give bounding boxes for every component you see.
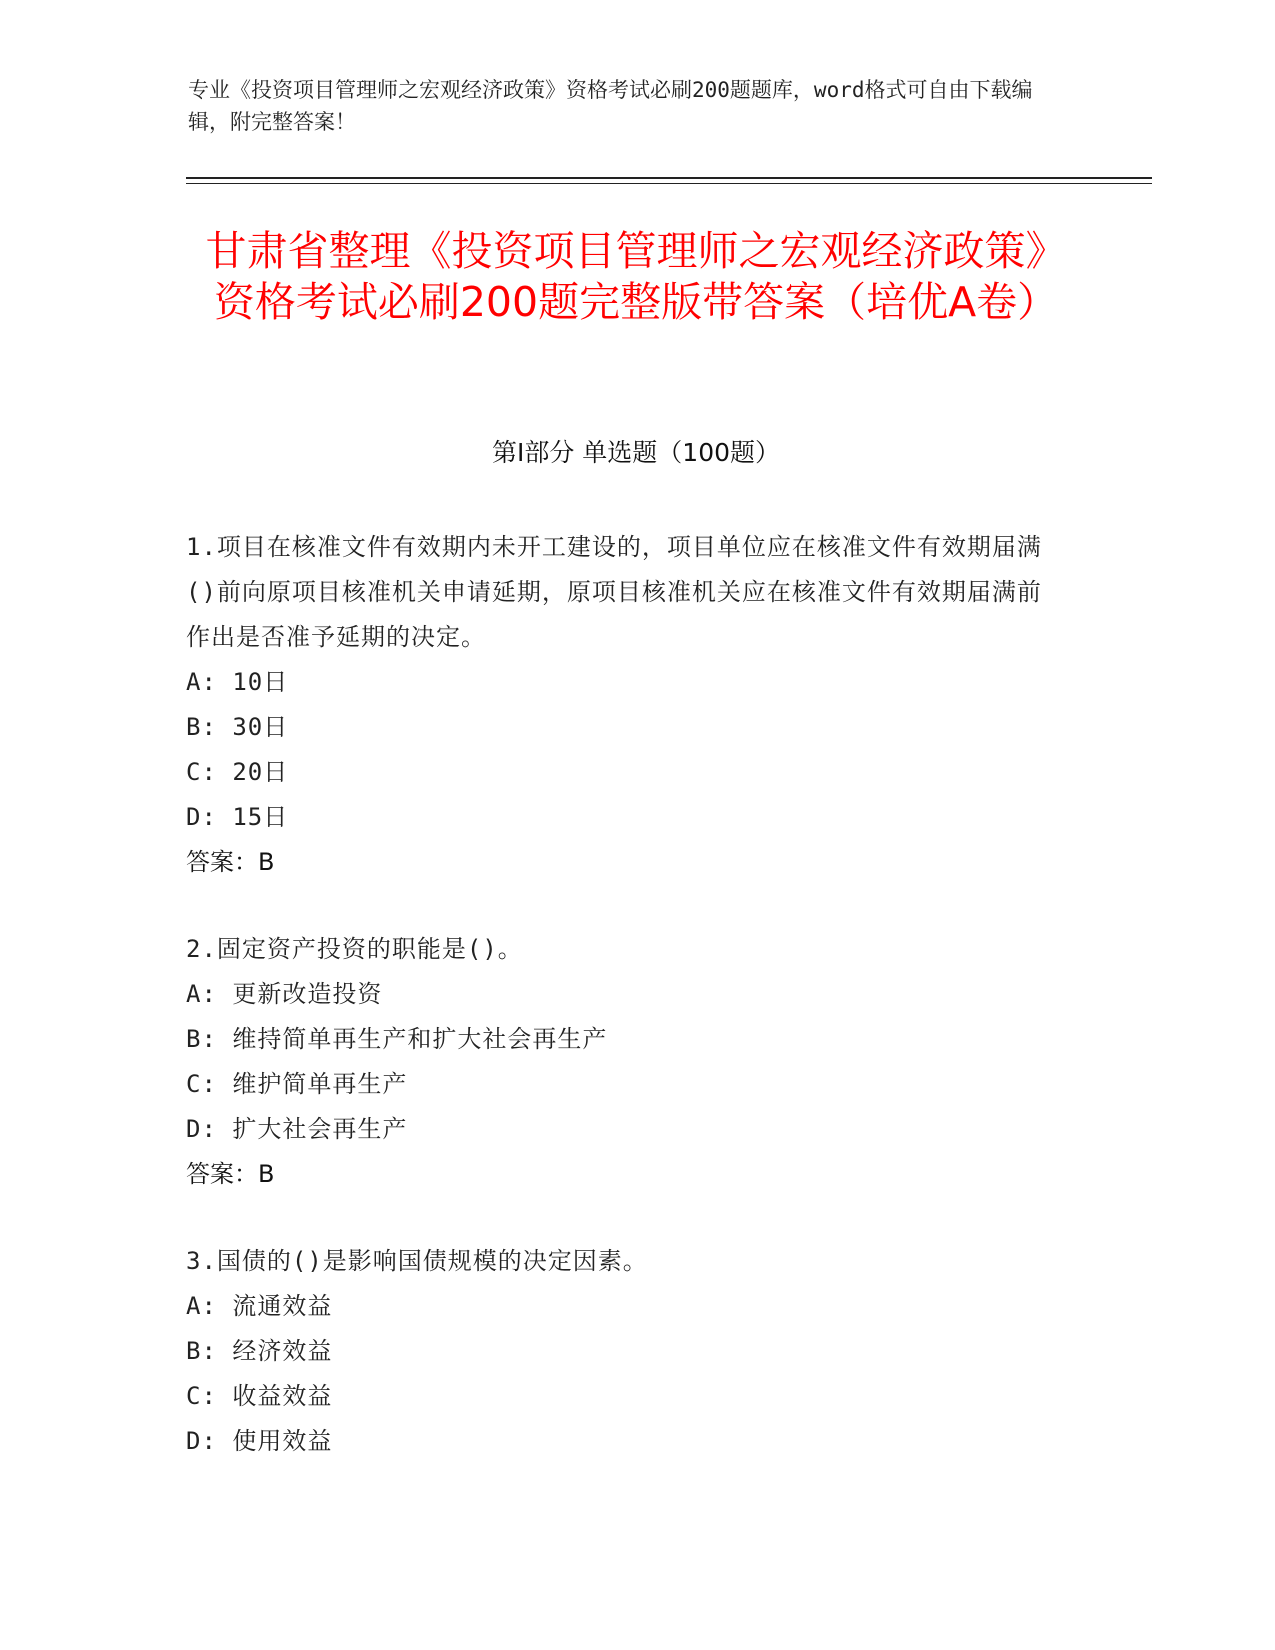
option-b: B: 维持简单再生产和扩大社会再生产 [186,1025,608,1053]
option-a: A: 流通效益 [186,1292,333,1320]
question-item [186,525,1066,885]
option-b: B: 经济效益 [186,1337,333,1365]
question-stem: 1.项目在核准文件有效期内未开工建设的，项目单位应在核准文件有效期届满()前向原项目核准机关申请延期，原项目核准机关应在核准文件有效期届满前作出是否准予延期的决定。 [186,533,1042,651]
document-title: 甘肃省整理《投资项目管理师之宏观经济政策》资格考试必刷200题完整版带答案（培优A卷） [205,227,1067,326]
header-divider-thick [186,177,1152,179]
question-item [186,1239,1066,1464]
option-a: A: 更新改造投资 [186,980,383,1008]
answer-line: 答案：B [186,848,275,876]
question-list [186,525,1066,1506]
option-b: B: 30日 [186,713,289,741]
option-c: C: 维护简单再生产 [186,1070,408,1098]
option-c: C: 20日 [186,758,289,786]
header-note: 专业《投资项目管理师之宏观经济政策》资格考试必刷200题题库，word格式可自由下载编辑，附完整答案！ [188,78,1033,134]
section-heading: 第Ⅰ部分 单选题（100题） [491,438,781,467]
header-divider-thin [186,183,1152,184]
option-c: C: 收益效益 [186,1382,333,1410]
question-stem: 2.固定资产投资的职能是()。 [186,935,523,963]
question-stem: 3.国债的()是影响国债规模的决定因素。 [186,1247,648,1275]
option-d: D: 15日 [186,803,289,831]
option-d: D: 扩大社会再生产 [186,1115,408,1143]
question-item [186,927,1066,1197]
option-d: D: 使用效益 [186,1427,333,1455]
option-a: A: 10日 [186,668,289,696]
answer-line: 答案：B [186,1160,275,1188]
